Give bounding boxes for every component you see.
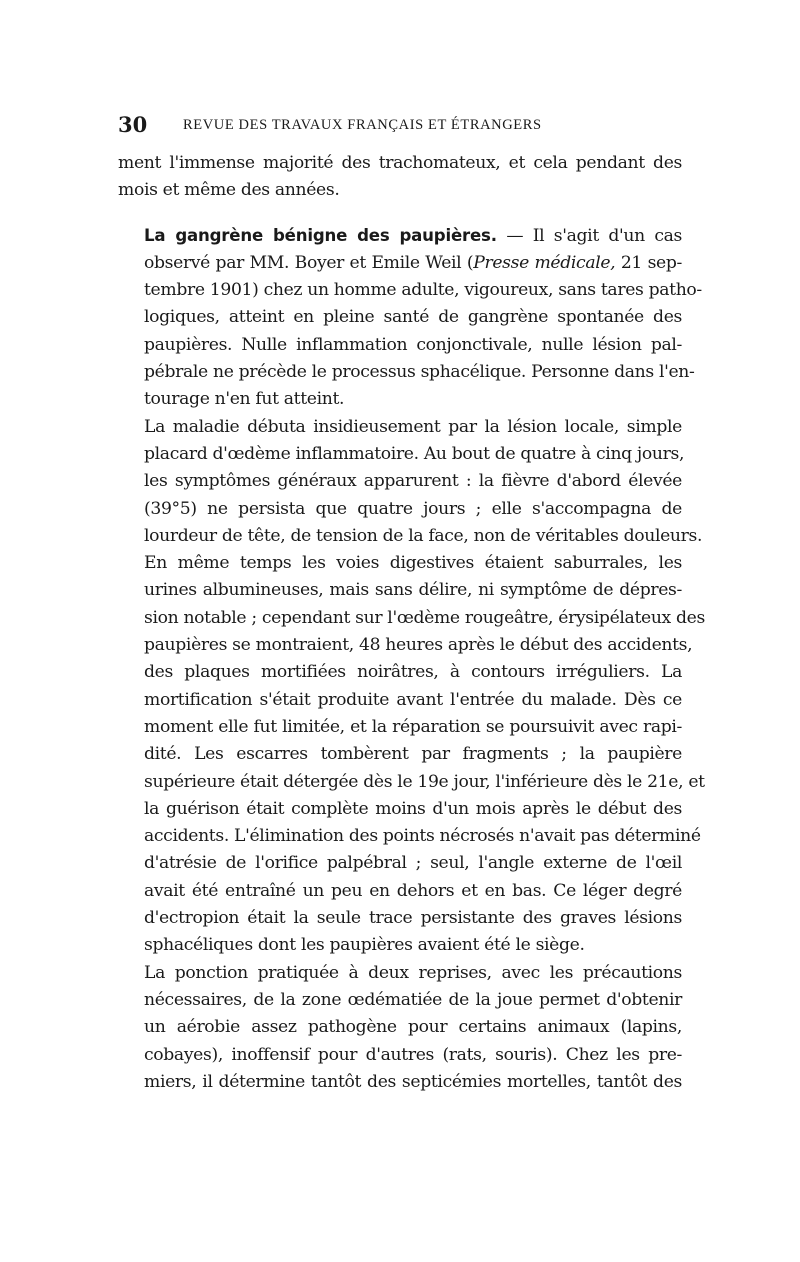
- text-line: dité. Les escarres tombèrent par fragments ; la paupière: [144, 744, 682, 765]
- text-line: La ponction pratiquée à deux reprises, avec les précautions: [144, 962, 682, 983]
- text-line: sion notable ; cependant sur l'œdème rougeâtre, érysipélateux des: [144, 607, 705, 628]
- text-line: moment elle fut limitée, et la réparation se poursuivit avec rapi-: [144, 716, 682, 737]
- text-line: la guérison était complète moins d'un mois après le début des: [144, 798, 682, 819]
- continuation-paragraph: [118, 150, 682, 205]
- running-head: REVUE DES TRAVAUX FRANÇAIS ET ÉTRANGERS: [183, 117, 542, 133]
- text-line: sphacéliques dont les paupières avaient été le siège.: [144, 935, 585, 956]
- text-line: placard d'œdème inflammatoire. Au bout de quatre à cinq jours,: [144, 443, 685, 464]
- text-line: paupières. Nulle inflammation conjonctivale, nulle lésion pal-: [144, 334, 682, 355]
- text-line: pébrale ne précède le processus sphacélique. Personne dans l'en-: [144, 362, 695, 383]
- text-line: tourage n'en fut atteint.: [144, 389, 345, 410]
- text-line: supérieure était détergée dès le 19e jour, l'inférieure dès le 21e, et: [144, 771, 705, 792]
- text-line: (39°5) ne persista que quatre jours ; elle s'accompagna de: [144, 498, 682, 519]
- page-header: [118, 112, 682, 142]
- text-line: En même temps les voies digestives étaient saburrales, les: [144, 553, 682, 574]
- text-line: les symptômes généraux apparurent : la fièvre d'abord élevée: [144, 471, 682, 492]
- text-line: des plaques mortifiées noirâtres, à contours irréguliers. La: [144, 662, 682, 683]
- text-line: mortification s'était produite avant l'entrée du malade. Dès ce: [144, 689, 682, 710]
- text-line: mois et même des années.: [118, 180, 340, 201]
- text-line: logiques, atteint en pleine santé de gangrène spontanée des: [144, 307, 682, 328]
- section-title: La gangrène bénigne des paupières.: [144, 225, 497, 245]
- text-line: cobayes), inoffensif pour d'autres (rats, souris). Chez les pre-: [144, 1044, 682, 1065]
- page-number: 30: [118, 112, 148, 137]
- text-line: La maladie débuta insidieusement par la lésion locale, simple: [144, 416, 682, 437]
- section-paragraph: [118, 222, 702, 414]
- text-line: avait été entraîné un peu en dehors et en bas. Ce léger degré: [144, 880, 682, 901]
- paragraph: [118, 414, 705, 960]
- text-line: d'ectropion était la seule trace persistante des graves lésions: [144, 908, 682, 929]
- text-line: ment l'immense majorité des trachomateux, et cela pendant des: [118, 153, 682, 173]
- text-line: accidents. L'élimination des points nécrosés n'avait pas déterminé: [144, 826, 701, 847]
- body-text: [118, 150, 705, 1096]
- text-line: paupières se montraient, 48 heures après le début des accidents,: [144, 635, 693, 656]
- text-line: un aérobie assez pathogène pour certains animaux (lapins,: [144, 1017, 682, 1038]
- paragraph: [118, 960, 682, 1096]
- text-line: La gangrène bénigne des paupières. — Il s'agit d'un cas: [144, 225, 682, 246]
- text-line: lourdeur de tête, de tension de la face, non de véritables douleurs.: [144, 525, 703, 546]
- text-line: nécessaires, de la zone œdématiée de la joue permet d'obtenir: [144, 989, 682, 1010]
- journal-citation: Presse médicale,: [473, 252, 616, 273]
- text-line: tembre 1901) chez un homme adulte, vigoureux, sans tares patho-: [144, 280, 702, 301]
- text-line: d'atrésie de l'orifice palpébral ; seul, l'angle externe de l'œil: [144, 853, 682, 874]
- text-line: urines albumineuses, mais sans délire, ni symptôme de dépres-: [144, 580, 682, 601]
- text-line: observé par MM. Boyer et Emile Weil (Presse médicale, 21 sep-: [144, 252, 682, 273]
- text-line: miers, il détermine tantôt des septicémies mortelles, tantôt des: [144, 1071, 682, 1092]
